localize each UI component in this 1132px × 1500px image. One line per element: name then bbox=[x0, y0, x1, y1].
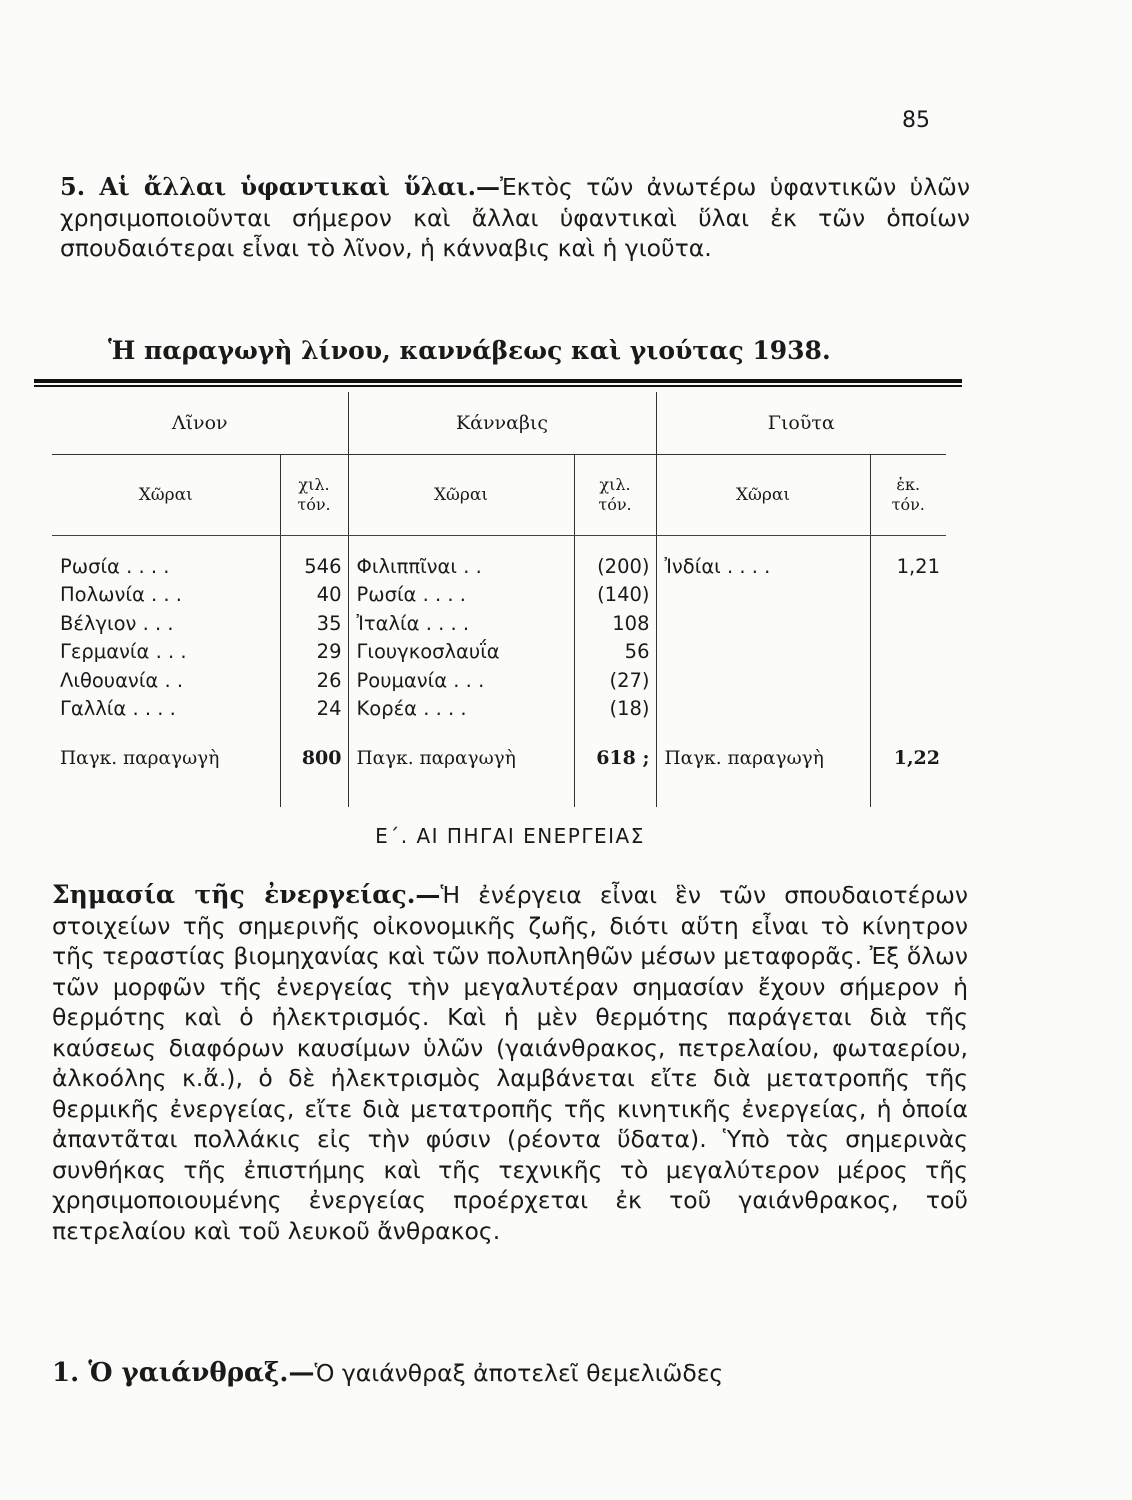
coal-heading: 1. Ὁ γαιάνθραξ.— bbox=[52, 1358, 315, 1388]
col-header-unit: ἑκ. τόν. bbox=[870, 455, 946, 536]
group-header-giouta: Γιοῦτα bbox=[656, 392, 946, 455]
page-number: 85 bbox=[902, 108, 930, 133]
coal-paragraph bbox=[52, 1358, 968, 1389]
table-row: Ρωσία . . . . 546 Φιλιππῖναι . . (200) Ἰνδίαι . . . . 1,21 bbox=[52, 536, 946, 581]
table-row: Γαλλία . . . . 24 Κορέα . . . . (18) bbox=[52, 695, 946, 732]
energy-heading: Σημασία τῆς ἐνεργείας.— bbox=[52, 880, 441, 909]
table-row: Λιθουανία . . 26 Ρουμανία . . . (27) bbox=[52, 666, 946, 695]
energy-text: Ἡ ἐνέργεια εἶναι ἓν τῶν σπουδαιοτέρων στοιχείων τῆς σημερινῆς οἰκονομικῆς ζωῆς, διότι αὕτη εἶναι τὸ κίνητρον τῆς τεραστίας βιομηχανίας καὶ τῶν πολυπληθῶν μέσων μεταφορᾶς. Ἐξ ὅλων τῶν μορφῶν τῆς ἐνεργείας τὴν μεγαλυτέραν σημασίαν ἔχουν σήμερον ἡ θερμότης καὶ ὁ ἠλεκτρισμός. Καὶ ἡ μὲν θερμότης παράγεται διὰ τῆς καύσεως διαφόρων καυσίμων ὑλῶν (γαιάνθρακος, πετρελαίου, φωταερίου, ἀλκοόλης κ.ἄ.), ὁ δὲ ἠλεκτρισμὸς λαμβάνεται εἴτε διὰ μετατροπῆς τῆς θερμικῆς ἐνεργείας, εἴτε διὰ μετατροπῆς τῆς κινητικῆς ἐνεργείας, ἡ ὁποία ἀπαντᾶται πολλάκις εἰς τὴν φύσιν (ρέοντα ὕδατα). Ὑπὸ τὰς σημερινὰς συνθήκας τῆς ἐπιστήμης καὶ τῆς τεχνικῆς τὸ μεγαλύτερον μέρος τῆς χρησιμοποιουμένης ἐνεργείας προέρχεται ἐκ τοῦ γαιάνθρακος, τοῦ πετρελαίου καὶ τοῦ λευκοῦ ἄνθρακος. bbox=[52, 881, 968, 1245]
col-header-countries: Χῶραι bbox=[348, 455, 574, 536]
group-header-kannavis: Κάνναβις bbox=[348, 392, 656, 455]
section-5-heading: 5. Αἱ ἄλλαι ὑφαντικαὶ ὕλαι.— bbox=[60, 172, 500, 201]
section-e-title: Ε΄. ΑΙ ΠΗΓΑΙ ΕΝΕΡΓΕΙΑΣ bbox=[375, 824, 645, 848]
col-header-countries: Χῶραι bbox=[656, 455, 870, 536]
section-5-text: Ἐκτὸς τῶν ἀνωτέρω ὑφαντικῶν ὑλῶν χρησιμοποιοῦνται σήμερον καὶ ἄλλαι ὑφαντικαὶ ὕλαι ἐκ τῶν ὁποίων σπουδαιότεραι εἶναι τὸ λῖνον, ἡ κάνναβις καὶ ἡ γιοῦτα. bbox=[60, 173, 970, 262]
table-row: Βέλγιον . . . 35 Ἰταλία . . . . 108 bbox=[52, 609, 946, 638]
table-row: Πολωνία . . . 40 Ρωσία . . . . (140) bbox=[52, 581, 946, 610]
production-table bbox=[52, 392, 946, 807]
table-total-row: Παγκ. παραγωγὴ 800 Παγκ. παραγωγὴ 618 ; Παγκ. παραγωγὴ 1,22 bbox=[52, 731, 946, 785]
col-header-unit: χιλ. τόν. bbox=[574, 455, 656, 536]
table-top-rule bbox=[34, 379, 962, 383]
table-row: Γερμανία . . . 29 Γιουγκοσλαυΐα 56 bbox=[52, 638, 946, 667]
group-header-linon: Λῖνον bbox=[52, 392, 348, 455]
section-5-paragraph bbox=[60, 172, 970, 264]
energy-paragraph bbox=[52, 880, 968, 1246]
table-top-rule-thin bbox=[34, 385, 962, 387]
table-title: Ἡ παραγωγὴ λίνου, καννάβεως καὶ γιούτας 1938. bbox=[108, 336, 831, 365]
coal-text: Ὁ γαιάνθραξ ἀποτελεῖ θεμελιῶδες bbox=[314, 1359, 724, 1387]
col-header-unit: χιλ. τόν. bbox=[280, 455, 348, 536]
col-header-countries: Χῶραι bbox=[52, 455, 280, 536]
